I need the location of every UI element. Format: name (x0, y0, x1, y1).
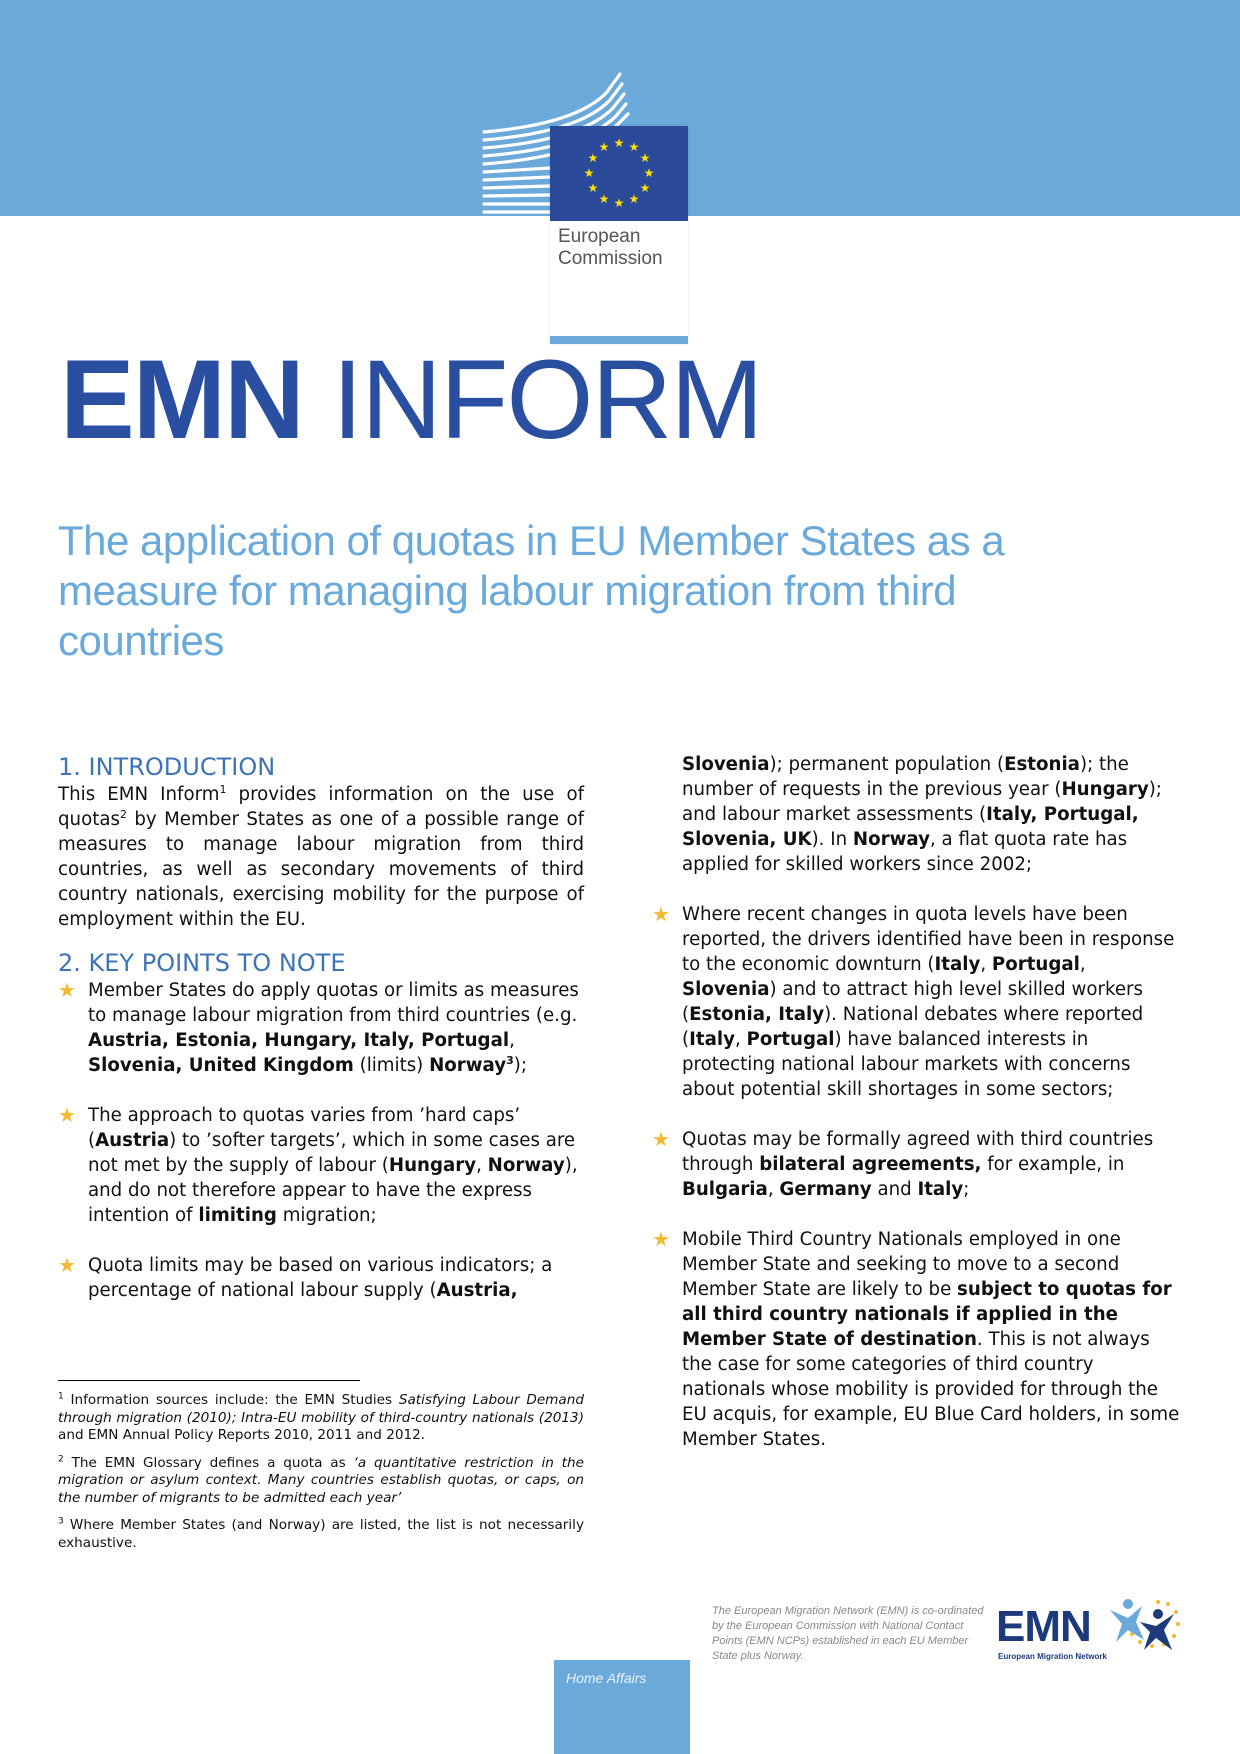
text: Where Member States (and Norway) are listed, the list is not necessarily exhaustive. (58, 1517, 584, 1551)
text: (limits) (353, 1055, 430, 1076)
key-point-3-continued (652, 752, 1182, 877)
glossary-quote: ‘a quantitative restriction in the migration or asylum context. Many countries establish quotas, or caps, on the number of migrants to be admitted each year’ (58, 1454, 584, 1506)
key-point-2 (58, 1103, 584, 1228)
eu-star-icon: ★ (643, 166, 655, 180)
country-list: Estonia, Italy (689, 1004, 825, 1025)
text: The approach to quotas varies from ’hard caps’ ( (88, 1105, 521, 1151)
country-list: Slovenia, United Kingdom (88, 1055, 354, 1076)
intro-heading: 1. INTRODUCTION (58, 753, 276, 781)
text: ). In (811, 829, 853, 850)
ec-logo-text (558, 226, 663, 270)
footnote-2 (58, 1455, 584, 1508)
eu-star-icon: ★ (598, 140, 610, 155)
text: , (476, 1155, 488, 1176)
eu-star-icon: ★ (613, 196, 625, 210)
text: and (871, 1179, 918, 1200)
text: ); the number of requests in the previous year ( (682, 754, 1129, 800)
eu-star-icon: ★ (639, 151, 651, 165)
key-points-list-left (58, 978, 584, 1303)
footnote-ref-3[interactable]: 3 (506, 1053, 514, 1067)
star-icon: ★ (652, 1127, 670, 1151)
country-name: Portugal (991, 954, 1080, 975)
key-point-3 (58, 1253, 584, 1303)
right-column (652, 752, 1182, 1477)
document-subtitle: The application of quotas in EU Member States as a measure for managing labour migration from third countries (58, 517, 1005, 664)
country-name: Austria (95, 1130, 170, 1151)
footnote-separator (58, 1380, 360, 1381)
footnote-number: 1 (58, 1391, 64, 1402)
emn-logo (994, 1596, 1184, 1668)
star-icon: ★ (58, 1253, 76, 1277)
text: migration; (276, 1205, 377, 1226)
key-points-heading: 2. KEY POINTS TO NOTE (58, 949, 346, 977)
european-commission-logo (482, 62, 692, 284)
ec-logo-line2: Commission (558, 248, 663, 269)
emphasis: limiting (198, 1205, 277, 1226)
eu-star-icon: ★ (587, 181, 599, 195)
country-list: Italy, Portugal, Slovenia, UK (682, 804, 1139, 850)
masthead-title (60, 337, 762, 462)
text: , (1079, 954, 1086, 975)
footnote-ref-1[interactable]: 1 (219, 782, 227, 796)
text: , (509, 1030, 515, 1051)
intro-text: This EMN Inform (58, 784, 220, 805)
left-column (58, 752, 584, 1328)
emphasis: bilateral agreements, (759, 1154, 982, 1175)
masthead-inform: INFORM (332, 337, 762, 462)
country-name: Portugal (746, 1029, 835, 1050)
text: Quotas may be formally agreed with third countries through (682, 1129, 1154, 1175)
key-point-6 (652, 1227, 1182, 1452)
text: Member States do apply quotas or limits as measures to manage labour migration from third countries (e.g. (88, 980, 579, 1026)
ec-logo-line1: European (558, 226, 641, 247)
country-name: Estonia (1004, 754, 1080, 775)
country-name: Norway (429, 1055, 507, 1076)
eu-star-icon: ★ (598, 191, 610, 206)
masthead-emn: EMN (60, 337, 303, 462)
footnote-ref-2[interactable]: 2 (119, 807, 127, 821)
footnotes (58, 1392, 584, 1562)
eu-star-icon: ★ (628, 140, 640, 155)
text: ; (963, 1179, 970, 1200)
footnote-3 (58, 1517, 584, 1552)
country-name: Germany (779, 1179, 872, 1200)
country-name: Norway (487, 1155, 565, 1176)
text: ); (513, 1055, 528, 1076)
text: ). National debates where reported ( (682, 1004, 1144, 1050)
country-name: Slovenia (682, 754, 770, 775)
eu-star-icon: ★ (583, 166, 595, 180)
country-name: Hungary (1061, 779, 1149, 800)
footnote-number: 2 (58, 1453, 64, 1464)
eu-star-icon: ★ (639, 181, 651, 195)
intro-text: by Member States as one of a possible range of measures to manage labour migration from third countries, as well as secondary movements of third country nationals, exercising mobility for the purpose of employment within the EU. (58, 809, 584, 930)
home-affairs-label: Home Affairs (566, 1670, 647, 1686)
ec-logo-box (550, 126, 688, 344)
text: ); and labour market assessments ( (682, 779, 1162, 825)
star-icon: ★ (58, 978, 76, 1002)
eu-flag-icon (550, 126, 688, 221)
country-name: Italy (934, 954, 981, 975)
text: Where recent changes in quota levels have been reported, the drivers identified have been in response to the economic downturn ( (682, 904, 1175, 975)
study-titles: Satisfying Labour Demand through migration (2010); Intra-EU mobility of third-country nationals (2013) (58, 1392, 584, 1426)
country-name: Italy (917, 1179, 964, 1200)
text: for example, in (981, 1154, 1125, 1175)
text: ) have balanced interests in protecting national labour markets with concerns about potential skill shortages in some sectors; (682, 1029, 1131, 1100)
intro-paragraph (58, 782, 584, 932)
country-name: Bulgaria (682, 1179, 768, 1200)
text: , (767, 1179, 780, 1200)
text: . This is not always the case for some categories of third country nationals whose mobility is provided for through the EU acquis, for example, EU Blue Card holders, in some Member States. (682, 1329, 1180, 1450)
eu-star-icon: ★ (613, 136, 625, 150)
text: Information sources include: the EMN Studies (63, 1392, 399, 1408)
text: , a flat quota rate has applied for skilled workers since 2002; (682, 829, 1128, 875)
text: ) to ’softer targets’, which in some cases are not met by the supply of labour ( (88, 1130, 576, 1176)
emn-figures-icon (1106, 1596, 1186, 1656)
footnote-number: 3 (58, 1516, 64, 1527)
text: and EMN Annual Policy Reports 2010, 2011 and 2012. (58, 1427, 426, 1443)
key-point-5 (652, 1127, 1182, 1202)
emphasis: subject to quotas for all third country nationals if applied in the Member State of destination (682, 1279, 1172, 1350)
country-name: Norway (852, 829, 930, 850)
star-icon: ★ (652, 902, 670, 926)
text: ) and to attract high level skilled workers ( (682, 979, 1143, 1025)
home-affairs-tab (554, 1660, 690, 1754)
key-point-4 (652, 902, 1182, 1102)
text: , (980, 954, 992, 975)
country-list: Austria, Estonia, Hungary, Italy, Portugal (88, 1030, 510, 1051)
intro-text: provides information on the use of quotas (58, 784, 584, 830)
star-icon: ★ (652, 1227, 670, 1251)
country-name: Hungary (388, 1155, 477, 1176)
eu-star-icon: ★ (587, 151, 599, 165)
country-name: Italy (689, 1029, 735, 1050)
text: ); permanent population ( (769, 754, 1005, 775)
text: , (734, 1029, 747, 1050)
eu-star-icon: ★ (628, 191, 640, 206)
emn-logo-word: EMN (996, 1602, 1091, 1651)
text: Mobile Third Country Nationals employed in one Member State and seeking to move to a second Member State are likely to be (682, 1229, 1121, 1300)
emn-logo-subtitle: European Migration Network (998, 1652, 1107, 1661)
text: Quota limits may be based on various indicators; a percentage of national labour supply ( (88, 1255, 553, 1301)
footnote-1 (58, 1392, 584, 1445)
text: ), and do not therefore appear to have the express intention of (88, 1155, 578, 1226)
country-name: Austria, (436, 1280, 518, 1301)
key-point-1 (58, 978, 584, 1078)
key-points-list-right (652, 902, 1182, 1452)
emn-coordination-note: The European Migration Network (EMN) is co-ordinated by the European Commission with National Contact Points (EMN NCPs) established in each EU Member State plus Norway. (712, 1605, 984, 1662)
star-icon: ★ (58, 1103, 76, 1127)
country-name: Slovenia (682, 979, 770, 1000)
text: The EMN Glossary defines a quota as (63, 1454, 354, 1471)
